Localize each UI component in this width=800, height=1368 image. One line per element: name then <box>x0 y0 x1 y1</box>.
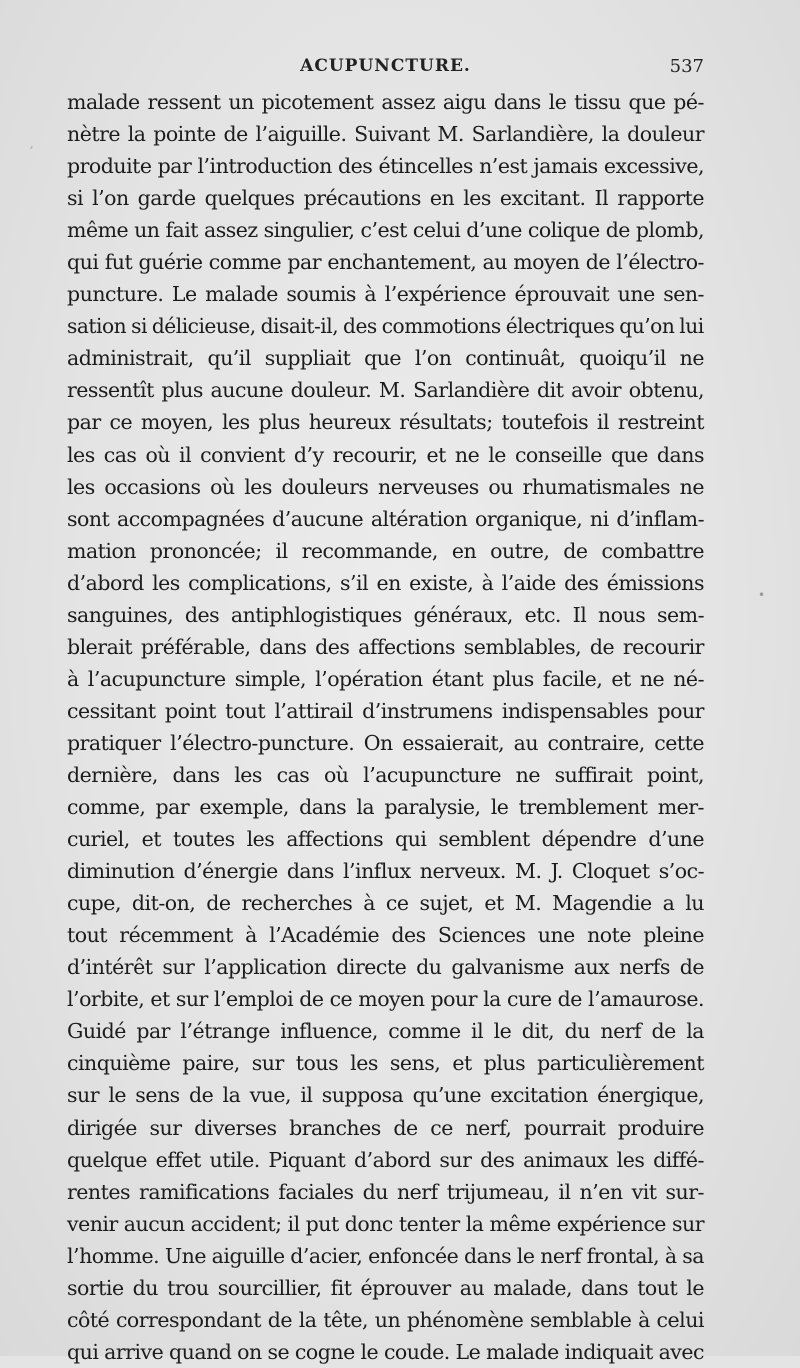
text-line: sur le sens de la vue, il supposa qu’une excitation énergique, <box>67 1083 704 1108</box>
text-line: administrait, qu’il suppliait que l’on continuât, quoiqu’il ne <box>67 346 704 371</box>
text-line: mation prononcée; il recommande, en outre, de combattre <box>67 538 704 563</box>
text-line: à l’acupuncture simple, l’opération étant plus facile, et ne né- <box>67 666 704 691</box>
text-line: qui arrive quand on se cogne le coude. Le malade indiquait avec <box>67 1339 704 1364</box>
text-line: si l’on garde quelques précautions en les excitant. Il rapporte <box>67 186 704 211</box>
text-line: par ce moyen, les plus heureux résultats; toutefois il restreint <box>67 410 704 435</box>
text-line: nètre la pointe de l’aiguille. Suivant M. Sarlandière, la douleur <box>67 122 704 147</box>
text-line: malade ressent un picotement assez aigu dans le tissu que pé- <box>67 90 704 114</box>
text-line: dirigée sur diverses branches de ce nerf, pourrait produire <box>67 1115 704 1140</box>
text-line: qui fut guérie comme par enchantement, au moyen de l’électro- <box>67 250 704 275</box>
text-line: quelque effet utile. Piquant d’abord sur des animaux les diffé- <box>67 1147 704 1172</box>
text-line: d’intérêt sur l’application directe du galvanisme aux nerfs de <box>67 955 704 980</box>
text-line: puncture. Le malade soumis à l’expérience éprouvait une sen- <box>67 282 704 307</box>
margin-tick-mark: ′ <box>30 145 34 161</box>
text-line: ressentît plus aucune douleur. M. Sarlandière dit avoir obtenu, <box>67 378 704 403</box>
text-line: curiel, et toutes les affections qui semblent dépendre d’une <box>67 827 704 852</box>
text-line: pratiquer l’électro-puncture. On essaierait, au contraire, cette <box>67 730 704 755</box>
text-line: sortie du trou sourcillier, fit éprouver au malade, dans tout le <box>67 1275 704 1300</box>
text-line: sont accompagnées d’aucune altération organique, ni d’inflam- <box>67 506 704 531</box>
text-line: d’abord les complications, s’il en existe, à l’aide des émissions <box>67 570 704 595</box>
running-title: ACUPUNCTURE. <box>300 56 471 76</box>
text-line: venir aucun accident; il put donc tenter la même expérience sur <box>67 1211 704 1236</box>
text-line: l’orbite, et sur l’emploi de ce moyen pour la cure de l’amaurose. <box>67 987 704 1012</box>
text-line: diminution d’énergie dans l’influx nerveux. M. J. Cloquet s’oc- <box>67 859 704 884</box>
text-line: produite par l’introduction des étincelles n’est jamais excessive, <box>67 154 704 179</box>
text-line: Guidé par l’étrange influence, comme il le dit, du nerf de la <box>67 1019 704 1044</box>
text-line: l’homme. Une aiguille d’acier, enfoncée dans le nerf frontal, à sa <box>67 1243 704 1268</box>
text-line: blerait préférable, dans des affections semblables, de recourir <box>67 634 704 659</box>
text-line: cessitant point tout l’attirail d’instrumens indispensables pour <box>67 698 704 723</box>
text-line: côté correspondant de la tête, un phénomène semblable à celui <box>67 1307 704 1332</box>
page-number: 537 <box>669 56 704 77</box>
text-line: les cas où il convient d’y recourir, et ne le conseille que dans <box>67 442 704 467</box>
text-line: tout récemment à l’Académie des Sciences une note pleine <box>67 923 704 948</box>
margin-dot-mark: • <box>758 588 766 602</box>
text-line: même un fait assez singulier, c’est celui d’une colique de plomb, <box>67 218 704 243</box>
text-line: rentes ramifications faciales du nerf trijumeau, il n’en vit sur- <box>67 1179 704 1204</box>
text-line: dernière, dans les cas où l’acupuncture ne suffirait point, <box>67 762 704 787</box>
body-text <box>67 86 704 1368</box>
text-line: comme, par exemple, dans la paralysie, le tremblement mer- <box>67 795 704 820</box>
text-line: cinquième paire, sur tous les sens, et plus particulièrement <box>67 1051 704 1076</box>
text-line: cupe, dit-on, de recherches à ce sujet, et M. Magendie a lu <box>67 891 704 916</box>
text-line: les occasions où les douleurs nerveuses ou rhumatismales ne <box>67 474 704 499</box>
page-header <box>67 50 704 84</box>
text-line: sation si délicieuse, disait-il, des commotions électriques qu’on lui <box>67 314 704 339</box>
text-line: sanguines, des antiphlogistiques généraux, etc. Il nous sem- <box>67 602 704 627</box>
